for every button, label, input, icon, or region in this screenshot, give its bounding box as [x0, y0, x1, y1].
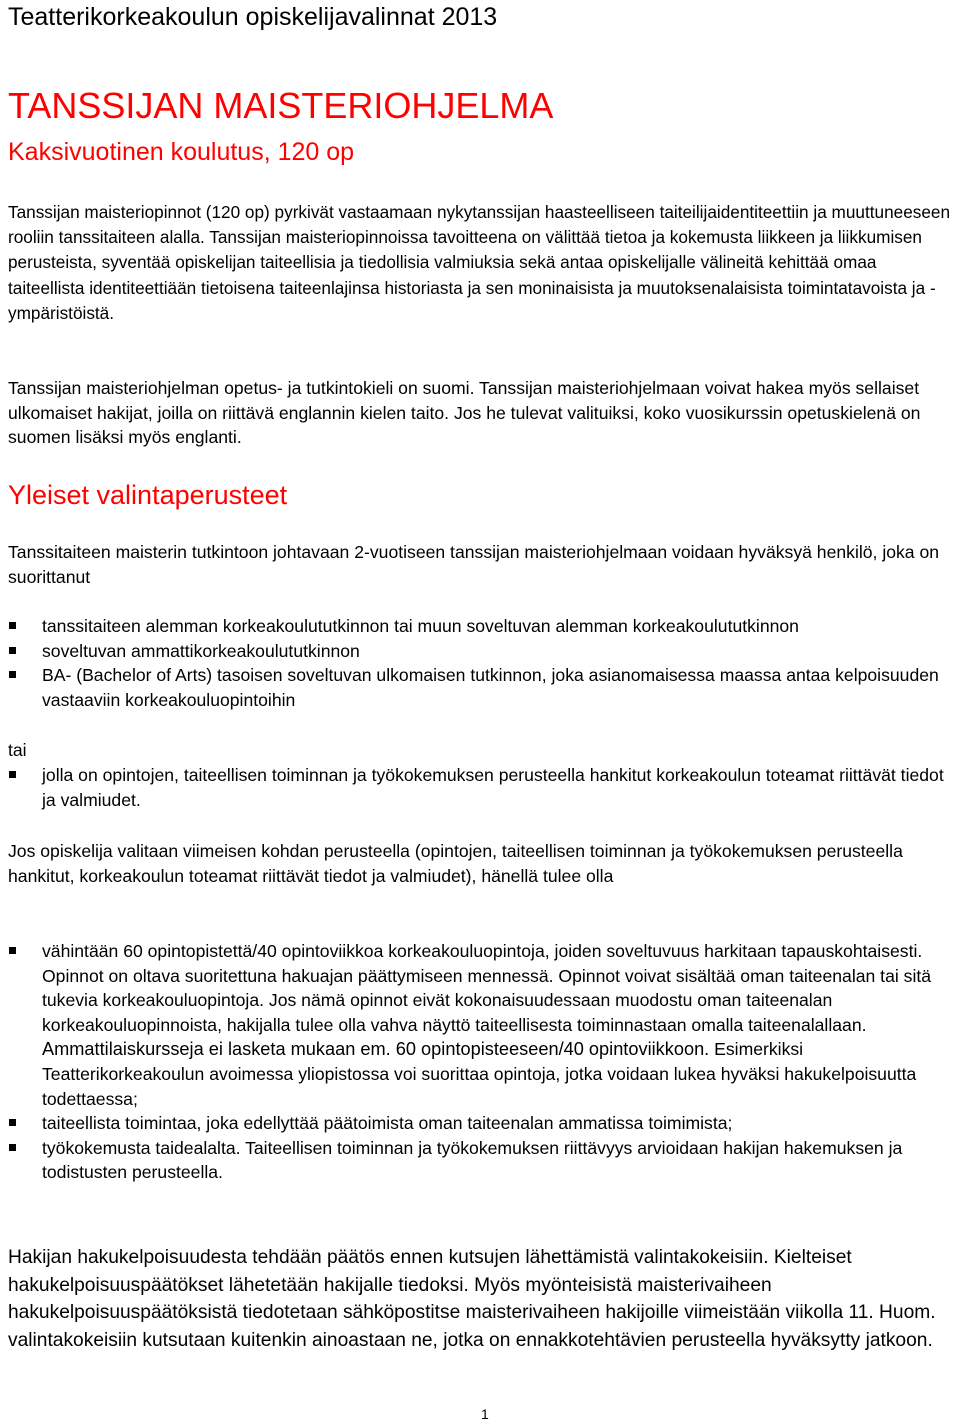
requirement-text: vähintään 60 opintopistettä/40 opintoviikkoa korkeakouluopintoja, joiden soveltuvuus harkitaan tapauskohtaisesti. Opinnot on oltava suoritettuna hakuajan päättymiseen mennessä. Opinnot voivat sisältää oman taiteenalan tai sitä tukevia korkeakouluopintoja. Jos nämä opinnot eivät kokonaisuudessaan muodostu oman taiteenalan korkeakouluopinnoista, hakijalla tulee olla vahva näyttö taiteellisesta toiminnastaan omalla taiteenalallaan.: [42, 941, 932, 1035]
square-bullet-icon: [9, 1144, 16, 1151]
list-item: [8, 1136, 954, 1185]
square-bullet-icon: [9, 1119, 16, 1126]
square-bullet-icon: [9, 771, 16, 778]
criteria-item-text: BA- (Bachelor of Arts) tasoisen soveltuvan ulkomaisen tutkinnon, joka asianomaisessa maassa antaa kelpoisuuden vastaaviin korkeakouluopintoihin: [42, 665, 939, 710]
list-item: [8, 614, 954, 639]
list-item: [8, 1111, 954, 1136]
list-item: [8, 639, 954, 664]
programme-subtitle: Kaksivuotinen koulutus, 120 op: [8, 138, 355, 166]
list-item: [8, 763, 954, 812]
requirement-text: taiteellista toimintaa, joka edellyttää päätoimista oman taiteenalan ammatissa toimimista;: [42, 1113, 733, 1134]
document-header: Teatterikorkeakoulun opiskelijavalinnat 2013: [8, 3, 498, 31]
square-bullet-icon: [9, 647, 16, 654]
square-bullet-icon: [9, 622, 16, 629]
criteria-intro: Tanssitaiteen maisterin tutkintoon johtavaan 2-vuotiseen tanssijan maisteriohjelmaan voidaan hyväksyä henkilö, joka on suorittanut: [8, 542, 940, 587]
criteria-item-text: soveltuvan ammattikorkeakoulututkinnon: [42, 640, 360, 661]
square-bullet-icon: [9, 671, 16, 678]
programme-title: TANSSIJAN MAISTERIOHJELMA: [8, 85, 554, 126]
section-title-general-criteria: Yleiset valintaperusteet: [8, 480, 288, 510]
alternative-item-text: jolla on opintojen, taiteellisen toiminnan ja työkokemuksen perusteella hankitut korkeakoulun toteamat riittävät tiedot ja valmiudet.: [42, 765, 944, 810]
criteria-list: [8, 614, 954, 712]
condition-paragraph: Jos opiskelija valitaan viimeisen kohdan perusteella (opintojen, taiteellisen toiminnan ja työkokemuksen perusteella hankitut, korkeakoulun toteamat riittävät tiedot ja valmiudet), hänellä tulee olla: [8, 841, 903, 886]
language-paragraph: Tanssijan maisteriohjelman opetus- ja tutkintokieli on suomi. Tanssijan maisteriohjelmaan voivat hakea myös sellaiset ulkomaiset hakijat, joilla on riittävä englannin kielen taito. Jos he tulevat valituiksi, koko vuosikurssin opetuskielenä on suomen lisäksi myös englanti.: [8, 378, 921, 448]
intro-paragraph: Tanssijan maisteriopinnot (120 op) pyrkivät vastaamaan nykytanssijan haasteelliseen taiteilijaidentiteettiin ja muuttuneeseen rooliin tanssitaiteen alalla. Tanssijan maisteriopinnoissa tavoitteena on välittää tietoa ja kokemusta liikkeen ja liikkumisen perusteista, syventää opiskelijan taiteellisia ja tiedollisia valmiuksia sekä antaa opiskelijalle välineitä kehittää omaa taiteellista identiteettiään tietoisena taiteenlajinsa historiasta ja sen moninaisista ja muutoksenalaisista toimintatavoista ja -ympäristöistä.: [8, 202, 951, 323]
square-bullet-icon: [9, 947, 16, 954]
page-number: 1: [481, 1406, 489, 1422]
closing-paragraph: Hakijan hakukelpoisuudesta tehdään päätös ennen kutsujen lähettämistä valintakokeisiin. Kielteiset hakukelpoisuuspäätökset lähetetään hakijalle tiedoksi. Myös myönteisistä maisterivaiheen hakukelpoisuuspäätöksistä tiedotetaan sähköpostitse maisterivaiheen hakijoille viimeistään viikolla 11. Huom. valintakokeisiin kutsutaan kuitenkin ainoastaan ne, jotka on ennakkotehtävien perusteella hyväksytty jatkoon.: [8, 1247, 936, 1351]
alternative-list: [8, 763, 954, 812]
requirements-list: [8, 939, 954, 1185]
requirement-text: työkokemusta taidealalta. Taiteellisen toiminnan ja työkokemuksen riittävyys arvioidaan hakijan hakemuksen ja todistusten perusteella.: [42, 1137, 903, 1183]
list-item: [8, 939, 954, 1111]
requirement-text: Esimerkiksi Teatterikorkeakoulun avoimessa yliopistossa voi suorittaa opintoja, jotka voidaan lukea hyväksi hakukelpoisuutta todettaessa;: [42, 1039, 917, 1109]
or-separator: tai: [8, 740, 27, 760]
requirement-text-large: Ammattilaiskursseja ei lasketa mukaan em. 60 opintopisteeseen/40 opintoviikkoon.: [42, 1039, 710, 1060]
list-item: [8, 663, 954, 712]
criteria-item-text: tanssitaiteen alemman korkeakoulututkinnon tai muun soveltuvan alemman korkeakoulututkinnon: [42, 616, 799, 636]
